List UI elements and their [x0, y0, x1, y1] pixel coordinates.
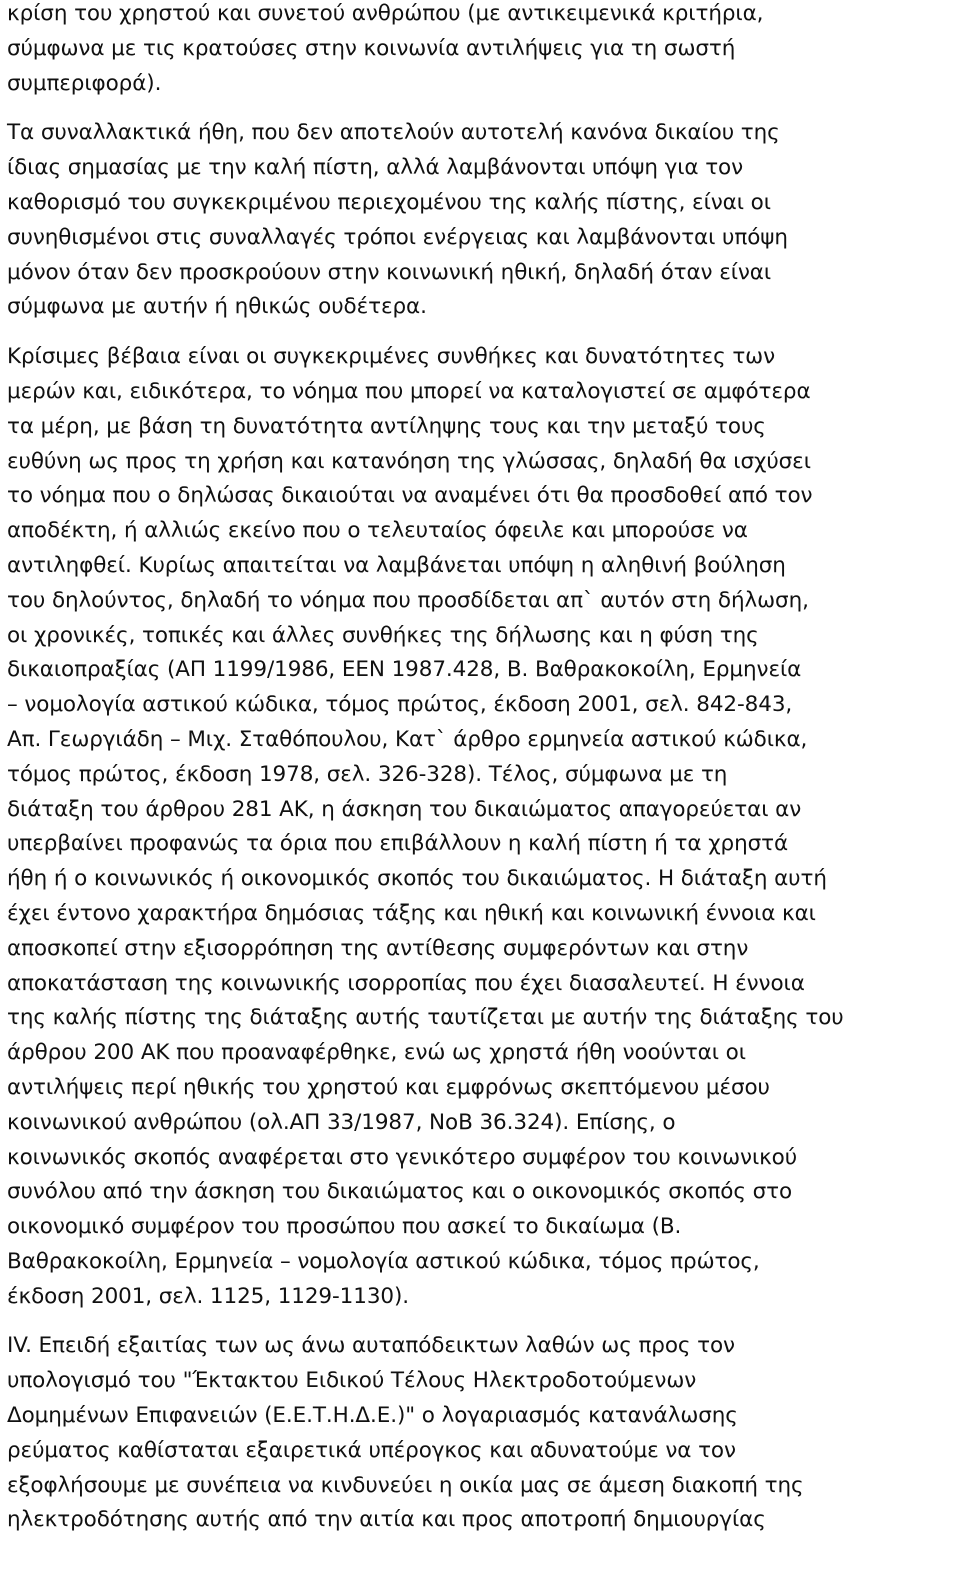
document-page	[7, 0, 947, 1538]
text-line: αποσκοπεί στην εξισορρόπηση της αντίθεσης συμφερόντων και στην	[7, 935, 749, 961]
text-line: τα μέρη, με βάση τη δυνατότητα αντίληψης τους και την μεταξύ τους	[7, 413, 766, 439]
text-line: δικαιοπραξίας (ΑΠ 1199/1986, ΕΕΝ 1987.428, Β. Βαθρακοκοίλη, Ερμηνεία	[7, 657, 802, 683]
text-line: έχει έντονο χαρακτήρα δημόσιας τάξης και ηθική και κοινωνική έννοια και	[7, 900, 816, 926]
text-line: οι χρονικές, τοπικές και άλλες συνθήκες της δήλωσης και η φύση της	[7, 622, 759, 648]
text-line: συνηθισμένοι στις συναλλαγές τρόποι ενέργειας και λαμβάνονται υπόψη	[7, 224, 788, 250]
text-line: το νόημα που ο δηλώσας δικαιούται να αναμένει ότι θα προσδοθεί από τον	[7, 483, 813, 509]
text-line: τόμος πρώτος, έκδοση 1978, σελ. 326-328). Τέλος, σύμφωνα με τη	[7, 761, 728, 787]
text-line: οικονομικό συμφέρον του προσώπου που ασκεί το δικαίωμα (Β.	[7, 1214, 682, 1240]
text-line: της καλής πίστης της διάταξης αυτής ταυτίζεται με αυτήν της διάταξης του	[7, 1005, 844, 1031]
text-line: σύμφωνα με τις κρατούσες στην κοινωνία αντιλήψεις για τη σωστή	[7, 35, 736, 61]
paragraph-gap	[7, 101, 947, 116]
paragraph-gap	[7, 325, 947, 340]
text-line: Δομημένων Επιφανειών (Ε.Ε.Τ.Η.Δ.Ε.)" ο λογαριασμός κατανάλωσης	[7, 1403, 738, 1429]
text-line: καθορισμό του συγκεκριμένου περιεχομένου της καλής πίστης, είναι οι	[7, 189, 771, 215]
text-line: διάταξη του άρθρου 281 ΑΚ, η άσκηση του δικαιώματος απαγορεύεται αν	[7, 796, 802, 822]
paragraph-gap	[7, 1314, 947, 1329]
text-line: εξοφλήσουμε με συνέπεια να κινδυνεύει η οικία μας σε άμεση διακοπή της	[7, 1472, 804, 1498]
text-line: Βαθρακοκοίλη, Ερμηνεία – νομολογία αστικού κώδικα, τόμος πρώτος,	[7, 1248, 760, 1274]
text-line: κρίση του χρηστού και συνετού ανθρώπου (με αντικειμενικά κριτήρια,	[7, 1, 764, 26]
text-line: ίδιας σημασίας με την καλή πίστη, αλλά λαμβάνονται υπόψη για τον	[7, 155, 744, 181]
text-line: έκδοση 2001, σελ. 1125, 1129-1130).	[7, 1283, 410, 1309]
text-line: Απ. Γεωργιάδη – Μιχ. Σταθόπουλου, Κατ` άρθρο ερμηνεία αστικού κώδικα,	[7, 726, 808, 752]
text-line: μερών και, ειδικότερα, το νόημα που μπορεί να καταλογιστεί σε αμφότερα	[7, 378, 811, 404]
text-line: υπολογισμό του "Έκτακτου Ειδικού Τέλους Ηλεκτροδοτούμενων	[7, 1368, 697, 1394]
text-line: κοινωνικός σκοπός αναφέρεται στο γενικότερο συμφέρον του κοινωνικού	[7, 1144, 798, 1170]
paragraph-1	[7, 0, 947, 101]
text-line: του δηλούντος, δηλαδή το νόημα που προσδίδεται απ` αυτόν στη δήλωση,	[7, 587, 809, 613]
text-line: IV. Επειδή εξαιτίας των ως άνω αυταπόδεικτων λαθών ως προς τον	[7, 1333, 735, 1359]
text-line: συνόλου από την άσκηση του δικαιώματος και ο οικονομικός σκοπός στο	[7, 1179, 793, 1205]
text-line: ευθύνη ως προς τη χρήση και κατανόηση της γλώσσας, δηλαδή θα ισχύσει	[7, 448, 811, 474]
paragraph-3	[7, 340, 947, 1314]
text-line: αποκατάσταση της κοινωνικής ισορροπίας που έχει διασαλευτεί. Η έννοια	[7, 970, 805, 996]
text-line: ρεύματος καθίσταται εξαιρετικά υπέρογκος και αδυνατούμε να τον	[7, 1437, 736, 1463]
text-line: συμπεριφορά).	[7, 70, 162, 96]
text-line: Τα συναλλακτικά ήθη, που δεν αποτελούν αυτοτελή κανόνα δικαίου της	[7, 120, 780, 146]
text-line: ηλεκτροδότησης αυτής από την αιτία και προς αποτροπή δημιουργίας	[7, 1507, 766, 1533]
text-line: αντιλήψεις περί ηθικής του χρηστού και εμφρόνως σκεπτόμενου μέσου	[7, 1074, 770, 1100]
text-line: σύμφωνα με αυτήν ή ηθικώς ουδέτερα.	[7, 294, 427, 320]
text-line: Κρίσιμες βέβαια είναι οι συγκεκριμένες συνθήκες και δυνατότητες των	[7, 344, 775, 370]
text-line: αποδέκτη, ή αλλιώς εκείνο που ο τελευταίος όφειλε και μπορούσε να	[7, 518, 748, 544]
text-line: κοινωνικού ανθρώπου (ολ.ΑΠ 33/1987, ΝοΒ 36.324). Επίσης, ο	[7, 1109, 676, 1135]
text-line: αντιληφθεί. Κυρίως απαιτείται να λαμβάνεται υπόψη η αληθινή βούληση	[7, 552, 786, 578]
text-line: – νομολογία αστικού κώδικα, τόμος πρώτος, έκδοση 2001, σελ. 842-843,	[7, 692, 793, 718]
text-line: μόνον όταν δεν προσκρούουν στην κοινωνική ηθική, δηλαδή όταν είναι	[7, 259, 772, 285]
text-line: υπερβαίνει προφανώς τα όρια που επιβάλλουν η καλή πίστη ή τα χρηστά	[7, 831, 789, 857]
paragraph-4	[7, 1329, 947, 1538]
paragraph-2	[7, 116, 947, 325]
text-line: άρθρου 200 ΑΚ που προαναφέρθηκε, ενώ ως χρηστά ήθη νοούνται οι	[7, 1040, 746, 1066]
text-line: ήθη ή ο κοινωνικός ή οικονομικός σκοπός του δικαιώματος. Η διάταξη αυτή	[7, 866, 827, 892]
